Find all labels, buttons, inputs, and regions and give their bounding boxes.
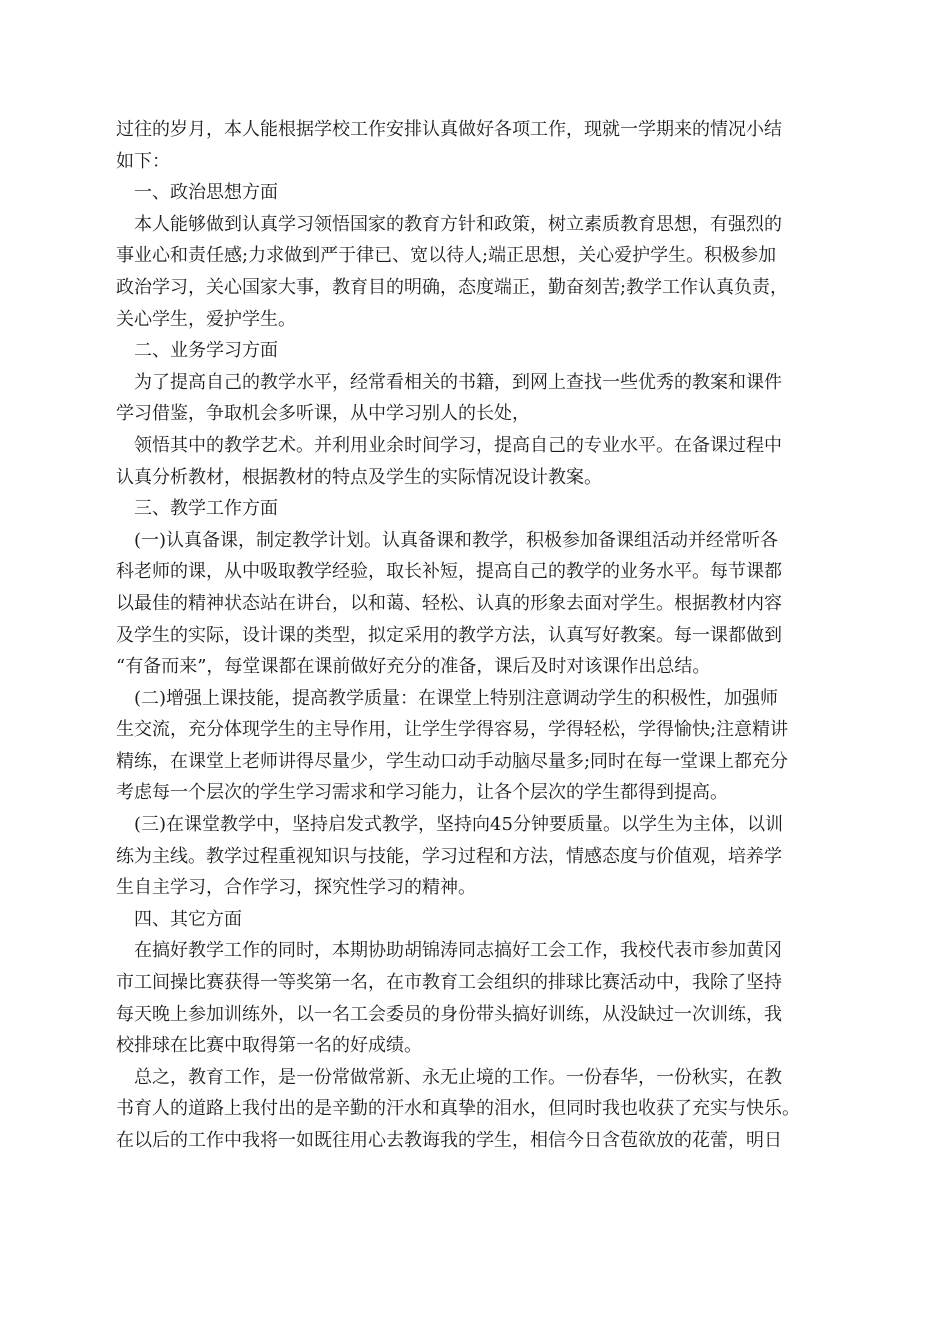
text-line: 考虑每一个层次的学生学习需求和学习能力，让各个层次的学生都得到提高。 bbox=[116, 782, 728, 804]
text-line: 生自主学习，合作学习，探究性学习的精神。 bbox=[116, 877, 476, 899]
text-line: 以最佳的精神状态站在讲台，以和蔼、轻松、认真的形象去面对学生。根据教材内容 bbox=[116, 592, 782, 614]
text-line: (三)在课堂教学中，坚持启发式教学，坚持向45分钟要质量。以学生为主体，以训 bbox=[134, 814, 783, 836]
section-heading: 四、其它方面 bbox=[134, 908, 242, 930]
text-line: 为了提高自己的教学水平，经常看相关的书籍，到网上查找一些优秀的教案和课件 bbox=[134, 371, 782, 393]
text-line: (一)认真备课，制定教学计划。认真备课和教学，积极参加备课组活动并经常听各 bbox=[134, 529, 779, 551]
text-line: “有备而来”，每堂课都在课前做好充分的准备，课后及时对该课作出总结。 bbox=[116, 656, 711, 678]
text-line: 认真分析教材，根据教材的特点及学生的实际情况设计教案。 bbox=[116, 466, 602, 488]
text-line: 练为主线。教学过程重视知识与技能，学习过程和方法，情感态度与价值观，培养学 bbox=[116, 845, 782, 867]
text-line: 事业心和责任感;力求做到严于律已、宽以待人;端正思想，关心爱护学生。积极参加 bbox=[116, 245, 777, 267]
section-heading: 二、业务学习方面 bbox=[134, 340, 278, 362]
text-line: 校排球在比赛中取得第一名的好成绩。 bbox=[116, 1035, 422, 1057]
text-line: 精练，在课堂上老师讲得尽量少，学生动口动手动脑尽量多;同时在每一堂课上都充分 bbox=[116, 750, 789, 772]
text-line: 学习借鉴，争取机会多听课，从中学习别人的长处， bbox=[116, 403, 530, 425]
text-line: 在搞好教学工作的同时，本期协助胡锦涛同志搞好工会工作，我校代表市参加黄冈 bbox=[134, 940, 782, 962]
text-line: 每天晚上参加训练外，以一名工会委员的身份带头搞好训练，从没缺过一次训练，我 bbox=[116, 1003, 782, 1025]
text-line: 生交流，充分体现学生的主导作用，让学生学得容易，学得轻松，学得愉快;注意精讲 bbox=[116, 719, 789, 741]
text-line: 总之，教育工作，是一份常做常新、永无止境的工作。一份春华，一份秋实，在教 bbox=[134, 1066, 782, 1088]
text-line: 政治学习，关心国家大事，教育目的明确，态度端正，勤奋刻苦;教学工作认真负责， bbox=[116, 276, 789, 298]
text-line: 过往的岁月，本人能根据学校工作安排认真做好各项工作，现就一学期来的情况小结 bbox=[116, 119, 782, 140]
text-line: 本人能够做到认真学习领悟国家的教育方针和政策，树立素质教育思想，有强烈的 bbox=[134, 213, 782, 235]
text-line: 关心学生，爱护学生。 bbox=[116, 308, 296, 330]
text-line: 书育人的道路上我付出的是辛勤的汗水和真挚的泪水，但同时我也收获了充实与快乐。 bbox=[116, 1098, 800, 1120]
text-line: 科老师的课，从中吸取教学经验，取长补短，提高自己的教学的业务水平。每节课都 bbox=[116, 561, 782, 583]
section-heading: 三、教学工作方面 bbox=[134, 498, 278, 520]
text-line: 领悟其中的教学艺术。并利用业余时间学习，提高自己的专业水平。在备课过程中 bbox=[134, 434, 782, 456]
document-body bbox=[116, 114, 834, 1157]
text-line: 及学生的实际，设计课的类型，拟定采用的教学方法，认真写好教案。每一课都做到 bbox=[116, 624, 782, 646]
text-line: 在以后的工作中我将一如既往用心去教诲我的学生，相信今日含苞欲放的花蕾，明日 bbox=[116, 1130, 782, 1151]
text-line: (二)增强上课技能，提高教学质量：在课堂上特别注意调动学生的积极性，加强师 bbox=[134, 687, 779, 709]
text-line: 如下： bbox=[116, 150, 170, 172]
text-line: 市工间操比赛获得一等奖第一名，在市教育工会组织的排球比赛活动中，我除了坚持 bbox=[116, 972, 782, 994]
section-heading: 一、政治思想方面 bbox=[134, 182, 278, 204]
